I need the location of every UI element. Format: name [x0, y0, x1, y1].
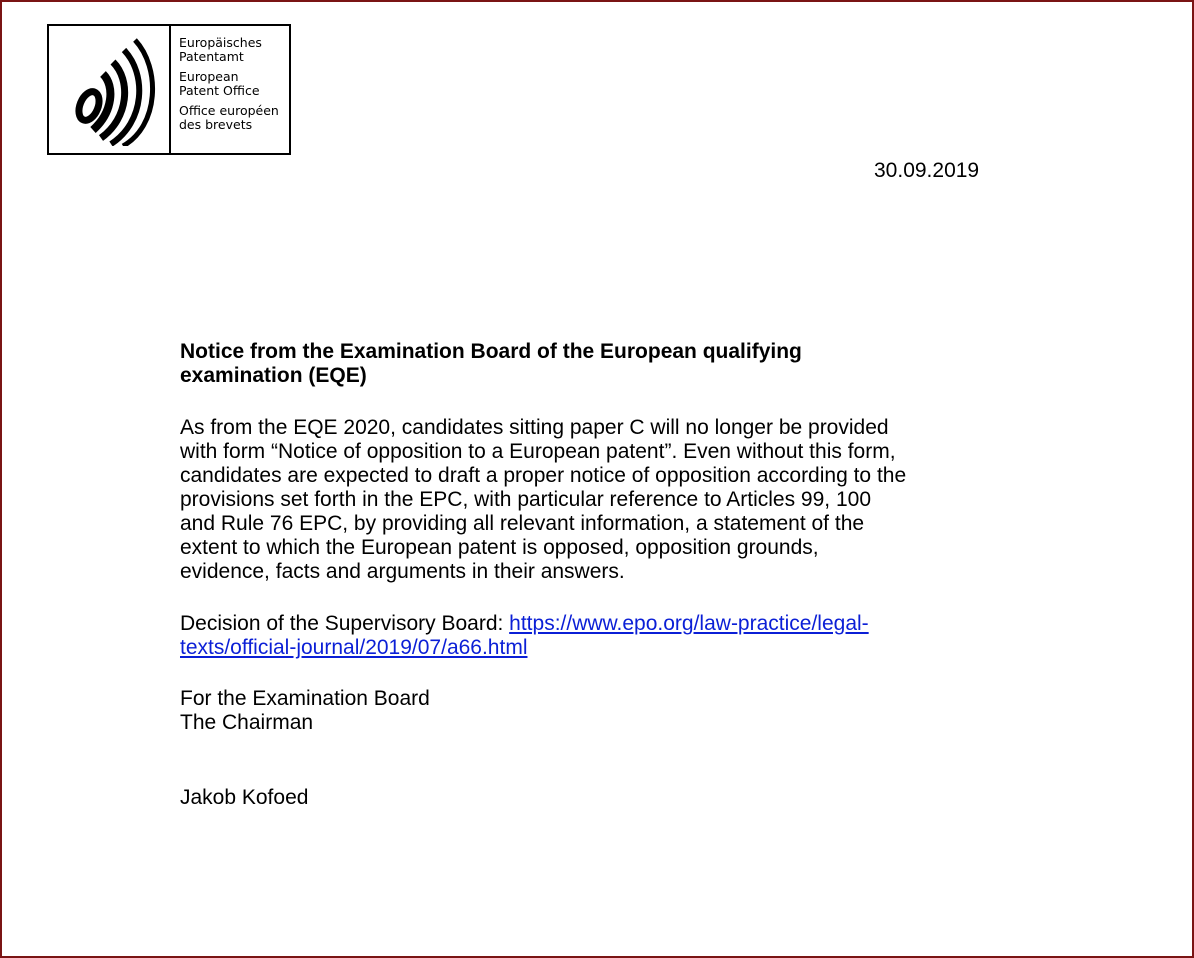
- decision-link[interactable]: https://www.epo.org/law-practice/legal-: [509, 612, 869, 635]
- logo-line: European: [179, 69, 239, 84]
- body-line: candidates are expected to draft a proper notice of opposition according to the: [180, 464, 907, 487]
- body-line: and Rule 76 EPC, by providing all relevant information, a statement of the: [180, 512, 865, 535]
- decision-line: [180, 612, 1060, 636]
- logo-line: Office européen: [179, 103, 279, 118]
- signatory-name: [180, 786, 1060, 810]
- title-line: Notice from the Examination Board of the European qualifying: [180, 340, 802, 363]
- logo-text-french: [179, 104, 279, 132]
- epo-concentric-arcs-icon: [59, 34, 163, 146]
- logo-wordmark: [179, 36, 279, 138]
- logo-text-english: [179, 70, 279, 98]
- logo-text-german: [179, 36, 279, 64]
- body-line: extent to which the European patent is opposed, opposition grounds,: [180, 536, 819, 559]
- signatory-line: Jakob Kofoed: [180, 786, 309, 809]
- logo-line: des brevets: [179, 117, 253, 132]
- body-line: evidence, facts and arguments in their answers.: [180, 560, 625, 583]
- logo-line: Europäisches: [179, 35, 262, 50]
- notice-content: [180, 340, 1060, 810]
- notice-body: [180, 416, 1060, 584]
- body-line: As from the EQE 2020, candidates sitting paper C will no longer be provided: [180, 416, 889, 439]
- notice-title: [180, 340, 980, 388]
- decision-reference: [180, 612, 1060, 660]
- signoff-line: For the Examination Board: [180, 687, 430, 710]
- logo-line: Patent Office: [179, 83, 260, 98]
- decision-line: [180, 636, 1060, 660]
- logo-line: Patentamt: [179, 49, 244, 64]
- document-date: 30.09.2019: [874, 159, 980, 182]
- logo-divider: [169, 26, 171, 153]
- title-line: examination (EQE): [180, 364, 367, 387]
- body-line: with form “Notice of opposition to a European patent”. Even without this form,: [180, 440, 896, 463]
- body-line: provisions set forth in the EPC, with particular reference to Articles 99, 100: [180, 488, 872, 511]
- decision-label: Decision of the Supervisory Board:: [180, 612, 510, 635]
- signoff-line: The Chairman: [180, 711, 314, 734]
- decision-link-continued[interactable]: texts/official-journal/2019/07/a66.html: [180, 636, 528, 659]
- epo-logo: [47, 24, 291, 155]
- signoff: [180, 687, 1060, 735]
